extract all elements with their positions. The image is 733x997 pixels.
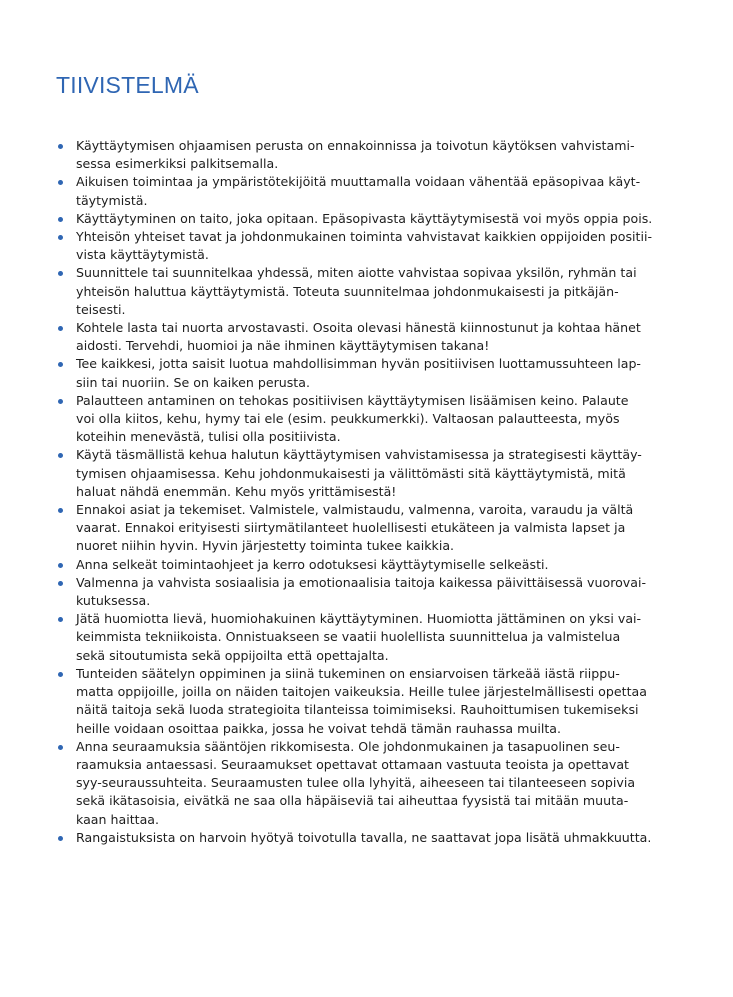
bullet-icon xyxy=(58,453,63,458)
list-item-text: Kohtele lasta tai nuorta arvostavasti. Osoita olevasi hänestä kiinnostunut ja kohtaa hänet aidosti. Tervehdi, huomioi ja näe ihminen käyttäytymisen takana! xyxy=(76,320,641,354)
bullet-icon xyxy=(58,617,63,622)
list-item xyxy=(58,665,662,738)
list-item xyxy=(58,319,662,355)
bullet-icon xyxy=(58,399,63,404)
list-item xyxy=(58,355,662,391)
list-item xyxy=(58,556,662,574)
list-item-text: Käyttäytyminen on taito, joka opitaan. Epäsopivasta käyttäytymisestä voi myös oppia pois. xyxy=(76,210,653,226)
list-item-text: Tunteiden säätelyn oppiminen ja siinä tukeminen on ensiarvoisen tärkeää iästä riippu- matta oppijoille, joilla on näiden taitojen vaikeuksia. Heille tulee järjestelmällisesti opettaa näitä taitoja sekä luoda strategioita tilanteissa toimimiseksi. Rauhoittumisen tukemiseksi heille voidaan osoittaa paikka, jossa he voivat tehdä tämän rauhassa muilta. xyxy=(76,665,647,736)
list-item-text: Käyttäytymisen ohjaamisen perusta on ennakoinnissa ja toivotun käytöksen vahvistami- sessa esimerkiksi palkitsemalla. xyxy=(76,138,635,172)
bullet-icon xyxy=(58,745,63,750)
list-item-text: Tee kaikkesi, jotta saisit luotua mahdollisimman hyvän positiivisen luottamussuhteen lap- siin tai nuoriin. Se on kaiken perusta. xyxy=(76,356,641,390)
list-item xyxy=(58,829,662,847)
bullet-icon xyxy=(58,271,63,276)
list-item xyxy=(58,173,662,209)
bullet-icon xyxy=(58,326,63,331)
list-item xyxy=(58,610,662,665)
list-item xyxy=(58,446,662,501)
bullet-icon xyxy=(58,581,63,586)
bullet-icon xyxy=(58,217,63,222)
list-item xyxy=(58,392,662,447)
bullet-icon xyxy=(58,362,63,367)
list-item-text: Suunnittele tai suunnitelkaa yhdessä, miten aiotte vahvistaa sopivaa yksilön, ryhmän tai yhteisön haluttua käyttäytymistä. Toteuta suunnitelmaa johdonmukaisesti ja pitkäjän- teisesti. xyxy=(76,265,637,317)
bullet-icon xyxy=(58,563,63,568)
list-item-text: Käytä täsmällistä kehua halutun käyttäytymisen vahvistamisessa ja strategisesti käyttäy- tymisen ohjaamisessa. Kehu johdonmukaisesti ja välittömästi sitä käyttäytymistä, mitä haluat nähdä enemmän. Kehu myös yrittämisestä! xyxy=(76,447,642,499)
list-item-text: Jätä huomiotta lievä, huomiohakuinen käyttäytyminen. Huomiotta jättäminen on yksi vai- keimmista tekniikoista. Onnistuakseen se vaatii huolellista suunnittelua ja valmistelua sekä sitoutumista sekä oppijoilta että opettajalta. xyxy=(76,611,642,663)
list-item-text: Aikuisen toimintaa ja ympäristötekijöitä muuttamalla voidaan vähentää epäsopivaa käyt- täytymistä. xyxy=(76,174,641,208)
bullet-icon xyxy=(58,235,63,240)
list-item xyxy=(58,137,662,173)
bullet-icon xyxy=(58,508,63,513)
list-item-text: Valmenna ja vahvista sosiaalisia ja emotionaalisia taitoja kaikessa päivittäisessä vuorovai- kutuksessa. xyxy=(76,574,647,609)
bullet-icon xyxy=(58,836,63,841)
bullet-icon xyxy=(58,144,63,149)
list-item-text: Ennakoi asiat ja tekemiset. Valmistele, valmistaudu, valmenna, varoita, varaudu ja vältä vaarat. Ennakoi erityisesti siirtymätilanteet huolellisesti etukäteen ja valmista lapset ja nuoret niihin hyvin. Hyvin järjestetty toiminta tukee kaikkia. xyxy=(76,502,634,554)
list-item-text: Anna seuraamuksia sääntöjen rikkomisesta. Ole johdonmukainen ja tasapuolinen seu- raamuksia antaessasi. Seuraamukset opettavat ottamaan vastuuta teoista ja opettavat syy-seuraussuhteita. Seuraamusten tulee olla lyhyitä, aiheeseen tai tilanteeseen sopivia sekä ikätasoisia, eivätkä ne saa olla häpäiseviä tai aiheuttaa fyysistä tai mitään muuta- kaan haittaa. xyxy=(76,738,636,827)
list-item-text: Palautteen antaminen on tehokas positiivisen käyttäytymisen lisäämisen keino. Palaute voi olla kiitos, kehu, hymy tai ele (esim. peukkumerkki). Valtaosan palautteesta, myös koteihin menevästä, tulisi olla positiivista. xyxy=(76,392,629,445)
bullet-icon xyxy=(58,672,63,677)
list-item xyxy=(58,501,662,556)
list-item xyxy=(58,210,662,228)
list-item-text: Anna selkeät toimintaohjeet ja kerro odotuksesi käyttäytymiselle selkeästi. xyxy=(76,556,549,572)
list-item-text: Rangaistuksista on harvoin hyötyä toivotulla tavalla, ne saattavat jopa lisätä uhmakkuutta. xyxy=(76,829,652,845)
list-item xyxy=(58,574,662,610)
list-item-text: Yhteisön yhteiset tavat ja johdonmukainen toiminta vahvistavat kaikkien oppijoiden positii- vista käyttäytymistä. xyxy=(76,229,653,263)
summary-list xyxy=(58,137,662,847)
bullet-icon xyxy=(58,180,63,185)
page-title: TIIVISTELMÄ xyxy=(56,72,199,98)
list-item xyxy=(58,738,662,829)
list-item xyxy=(58,228,662,264)
list-item xyxy=(58,264,662,319)
